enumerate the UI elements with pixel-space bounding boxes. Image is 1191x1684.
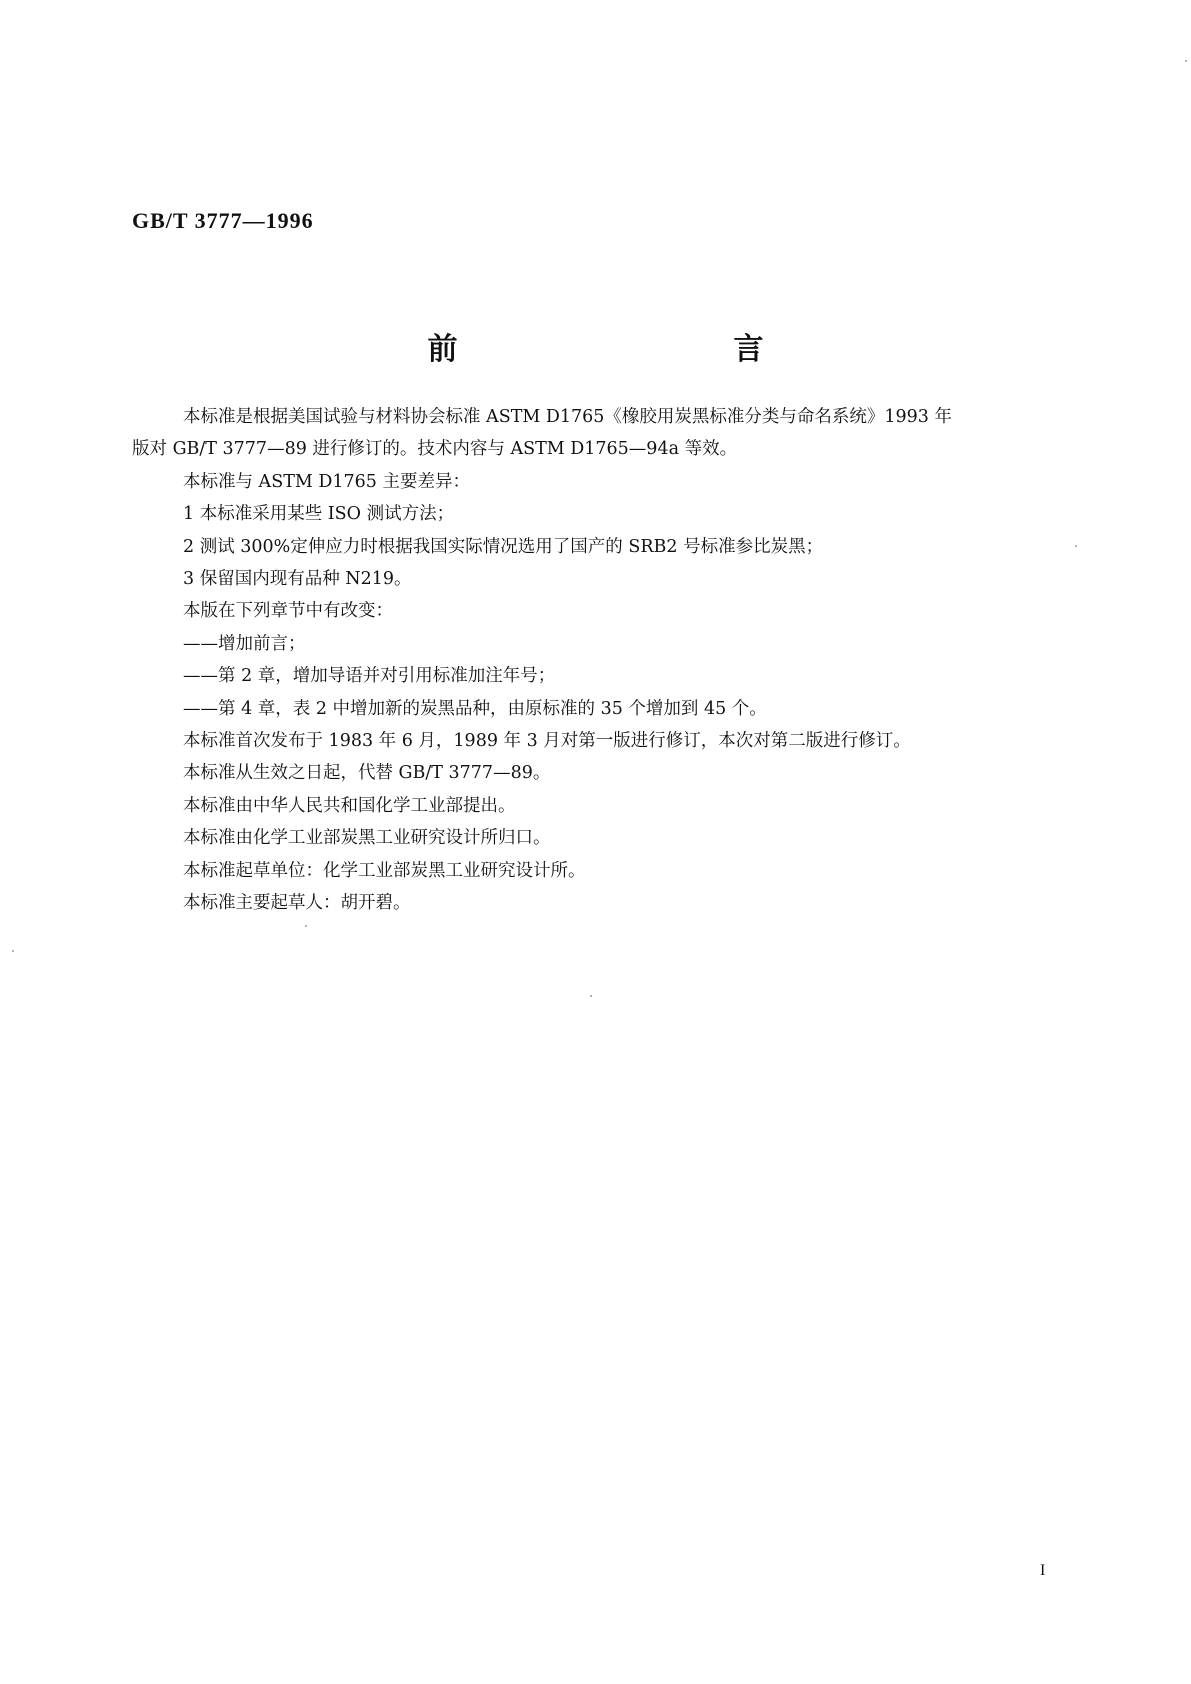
list-item: 3 保留国内现有品种 N219。 [183, 569, 412, 590]
paragraph: 本标准主要起草人：胡开碧。 [183, 893, 411, 914]
paragraph: 本标准是根据美国试验与材料协会标准 ASTM D1765《橡胶用炭黑标准分类与命名系统》1993 年 [183, 407, 953, 427]
paragraph: 本版在下列章节中有改变： [183, 601, 393, 622]
paragraph: 本标准首次发布于 1983 年 6 月，1989 年 3 月对第一版进行修订，本次对第二版进行修订。 [183, 731, 911, 752]
paragraph: 本标准由化学工业部炭黑工业研究设计所归口。 [183, 828, 551, 849]
list-item: ——增加前言； [183, 633, 306, 654]
list-item: 1 本标准采用某些 ISO 测试方法； [183, 504, 455, 525]
page-title: 前 言 [427, 332, 836, 367]
paragraph-continuation: 版对 GB/T 3777—89 进行修订的。技术内容与 ASTM D1765—94a 等效。 [132, 439, 738, 460]
scan-speck [1075, 545, 1077, 547]
paragraph: 本标准起草单位：化学工业部炭黑工业研究设计所。 [183, 860, 586, 881]
list-item: 2 测试 300%定伸应力时根据我国实际情况选用了国产的 SRB2 号标准参比炭黑； [183, 536, 824, 557]
scan-speck [590, 995, 592, 997]
page-number: I [1040, 1562, 1046, 1579]
scan-speck [12, 950, 14, 952]
foreword-body [132, 401, 1088, 920]
list-item: ——第 4 章，表 2 中增加新的炭黑品种，由原标准的 35 个增加到 45 个。 [183, 698, 767, 719]
scan-speck [1185, 60, 1187, 62]
standard-code: GB/T 3777—1996 [132, 208, 314, 233]
list-item: ——第 2 章，增加导语并对引用标准加注年号； [183, 666, 556, 687]
paragraph: 本标准从生效之日起，代替 GB/T 3777—89。 [183, 763, 551, 784]
paragraph: 本标准由中华人民共和国化学工业部提出。 [183, 795, 516, 816]
scan-speck [305, 925, 307, 927]
paragraph: 本标准与 ASTM D1765 主要差异： [183, 471, 470, 492]
